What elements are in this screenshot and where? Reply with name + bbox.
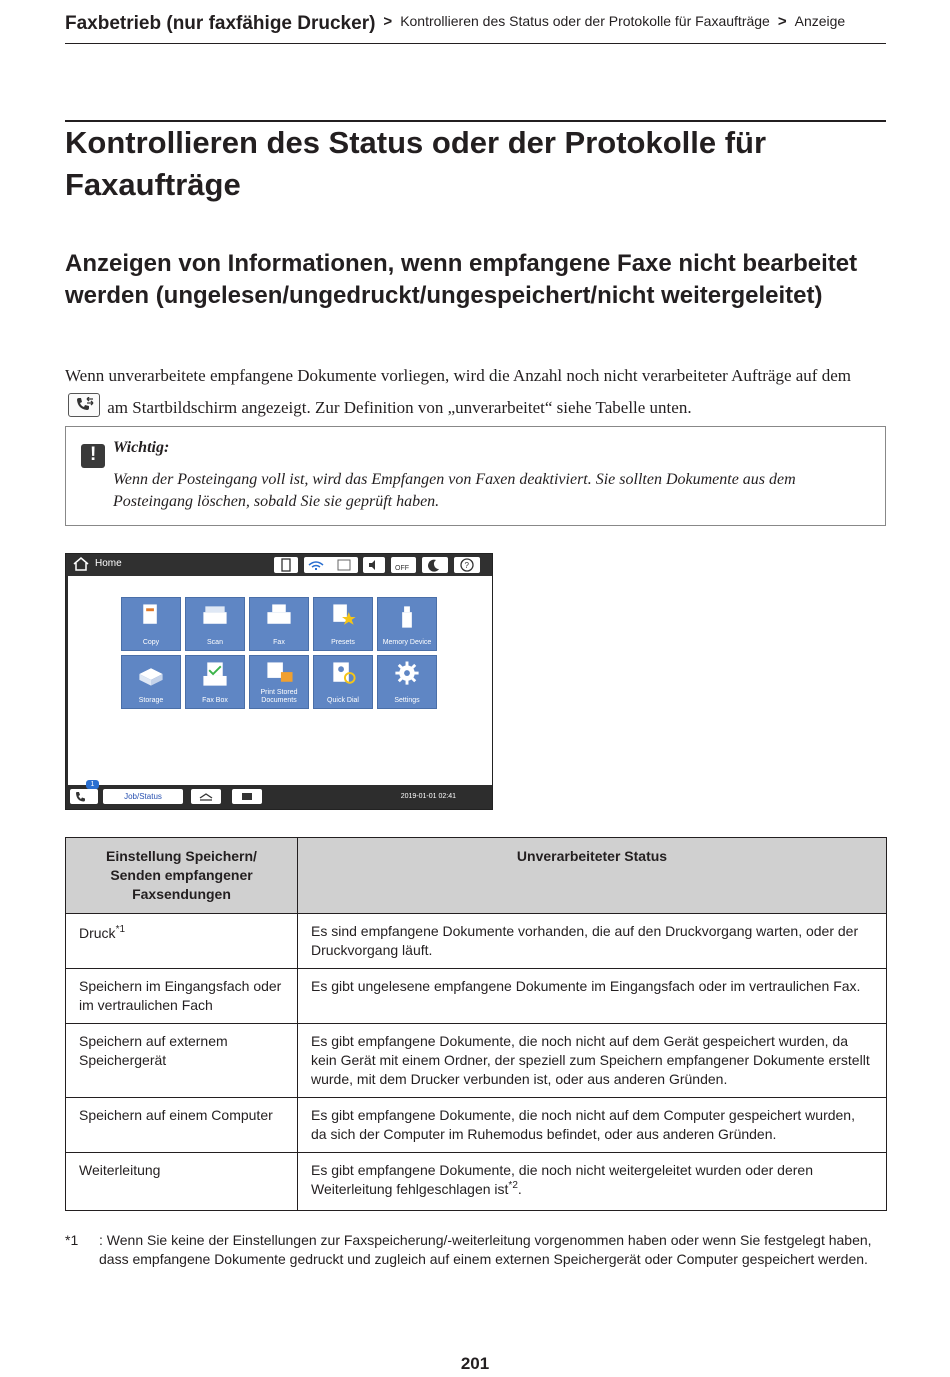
settings-tile[interactable] <box>377 655 437 709</box>
wifi-off-icon[interactable] <box>391 557 416 573</box>
fax-count-badge: 1 <box>86 780 99 789</box>
table-row <box>66 1098 887 1153</box>
printer-status-icon[interactable] <box>274 557 298 573</box>
warning-icon <box>81 444 105 468</box>
tile-label: Quick Dial <box>327 697 359 704</box>
screen-main-area <box>68 576 492 786</box>
scan-icon <box>186 602 244 632</box>
help-icon[interactable] <box>454 557 480 573</box>
tile-label: Print Stored Documents <box>260 689 298 704</box>
usb-icon <box>378 602 436 632</box>
storage-icon <box>122 660 180 690</box>
scan-tile[interactable] <box>185 597 245 651</box>
job-status-button[interactable]: Job/Status <box>103 789 183 804</box>
fax-status-icon <box>68 393 100 417</box>
home-icon <box>72 557 90 571</box>
presets-icon <box>314 602 372 632</box>
status-cell: Es gibt empfangene Dokumente, die noch nicht auf dem Computer gespeichert wurden, da sich der Computer im Ruhemodus befindet, oder aus anderen Gründen. <box>298 1098 887 1153</box>
setting-cell <box>66 914 298 969</box>
stop-button[interactable] <box>191 789 221 804</box>
tile-label: Storage <box>138 697 164 704</box>
status-cell: Es gibt empfangene Dokumente, die noch nicht auf dem Gerät gespeichert wurden, da kein Gerät mit einem Ordner, der speziell zum Speichern empfangener Dokumente erstellt wurde, mit dem Drucker verbunden ist, oder aus anderen Gründen. <box>298 1024 887 1098</box>
print-stored-icon <box>250 660 308 690</box>
status-cell: Es gibt ungelesene empfangene Dokumente im Eingangsfach oder im vertraulichen Fax. <box>298 969 887 1024</box>
quick-dial-icon <box>314 660 372 690</box>
screen-bottom-bar <box>66 781 492 809</box>
footnote-text: : Wenn Sie keine der Einstellungen zur Faxspeicherung/-weiterleitung vorgenommen haben oder wenn Sie festgelegt haben, dass empfangene Dokumente gedruckt und zugleich auf einem externen Speichergerät oder Computer gespeichert werden. <box>99 1232 872 1267</box>
breadcrumb-chapter: Faxbetrieb (nur faxfähige Drucker) <box>65 13 376 34</box>
section-title: Anzeigen von Informationen, wenn empfangene Faxe nicht bearbeitet werden (ungelesen/ungedruckt/ungespeichert/nicht weitergeleitet) <box>65 250 858 309</box>
fax-icon <box>250 602 308 632</box>
column-header-status: Unverarbeiteter Status <box>298 838 887 914</box>
tile-label: Scan <box>207 639 223 646</box>
copy-icon <box>122 602 180 632</box>
intro-paragraph <box>65 360 886 424</box>
table-row <box>66 914 887 969</box>
datetime: 2019-01-01 02:41 <box>400 793 456 800</box>
table-row <box>66 969 887 1024</box>
tile-label: Memory Device <box>382 639 432 646</box>
intro-text-end: am Startbildschirm angezeigt. Zur Definition von „unverarbeitet“ siehe Tabelle unten. <box>107 398 692 417</box>
wifi-icon <box>304 557 358 573</box>
fax-status-icon <box>70 789 98 804</box>
gear-icon <box>378 660 436 690</box>
unprocessed-status-table <box>65 837 887 1211</box>
important-note <box>65 426 886 526</box>
sleep-icon[interactable] <box>422 557 448 573</box>
preview-button[interactable] <box>232 789 262 804</box>
fax-box-tile[interactable] <box>185 655 245 709</box>
stop-icon <box>191 789 221 804</box>
breadcrumb-separator: > <box>777 13 787 30</box>
setting-cell: Speichern im Eingangsfach oder im vertraulichen Fach <box>66 969 298 1024</box>
setting-text: Druck <box>79 925 116 941</box>
storage-tile[interactable] <box>121 655 181 709</box>
column-header-setting: Einstellung Speichern/ Senden empfangener Faxsendungen <box>66 838 298 914</box>
fax-tile[interactable] <box>249 597 309 651</box>
print-stored-documents-tile[interactable] <box>249 655 309 709</box>
fax-job-button[interactable] <box>70 789 98 804</box>
breadcrumb-section: Kontrollieren des Status oder der Protokolle für Faxaufträge <box>400 13 770 29</box>
tile-label: Presets <box>331 639 355 646</box>
footnote-ref: *2 <box>508 1180 518 1191</box>
status-cell <box>298 1153 887 1211</box>
table-row <box>66 1024 887 1098</box>
fax-box-icon <box>186 660 244 690</box>
footnote-mark: *1 <box>65 1232 79 1248</box>
page-number: 201 <box>460 1354 490 1373</box>
footnote <box>65 1231 887 1269</box>
home-label: Home <box>95 558 122 569</box>
tile-label: Fax Box <box>202 697 228 704</box>
breadcrumb-separator: > <box>383 13 393 30</box>
table-row <box>66 1153 887 1211</box>
status-text: Es gibt empfangene Dokumente, die noch nicht weitergeleitet wurden oder deren Weiterleitung fehlgeschlagen ist <box>311 1162 813 1197</box>
table-header-row <box>66 838 887 914</box>
note-title: Wichtig: <box>113 439 170 456</box>
tile-label: Copy <box>142 639 160 646</box>
breadcrumb-subsection: Anzeige <box>794 13 846 29</box>
setting-cell: Weiterleitung <box>66 1153 298 1211</box>
tile-label: Settings <box>394 697 420 704</box>
quick-dial-tile[interactable] <box>313 655 373 709</box>
status-cell: Es sind empfangene Dokumente vorhanden, die auf den Druckvorgang warten, oder der Druckvorgang läuft. <box>298 914 887 969</box>
memory-device-tile[interactable] <box>377 597 437 651</box>
intro-text-start: Wenn unverarbeitete empfangene Dokumente vorliegen, wird die Anzahl noch nicht verarbeiteter Aufträge auf dem <box>65 366 851 385</box>
note-body: Wenn der Posteingang voll ist, wird das Empfangen von Faxen deaktiviert. Sie sollten Dokumente aus dem Posteingang löschen, sobald Sie sie geprüft haben. <box>113 471 796 510</box>
svg-text:OFF: OFF <box>395 565 409 572</box>
sound-icon[interactable] <box>363 557 385 573</box>
screen-status-bar <box>66 554 492 576</box>
status-text-end: . <box>517 1181 522 1197</box>
printer-home-screen <box>65 553 493 810</box>
presets-tile[interactable] <box>313 597 373 651</box>
page-title: Kontrollieren des Status oder der Protokolle für Faxaufträge <box>65 125 767 202</box>
setting-cell: Speichern auf externem Speichergerät <box>66 1024 298 1098</box>
tile-label: Fax <box>273 639 285 646</box>
copy-tile[interactable] <box>121 597 181 651</box>
footnote-ref: *1 <box>115 924 126 935</box>
network-icons[interactable] <box>304 557 358 573</box>
setting-cell: Speichern auf einem Computer <box>66 1098 298 1153</box>
printer-icon <box>232 789 262 804</box>
breadcrumb <box>65 10 886 44</box>
svg-text:?: ? <box>464 561 469 570</box>
